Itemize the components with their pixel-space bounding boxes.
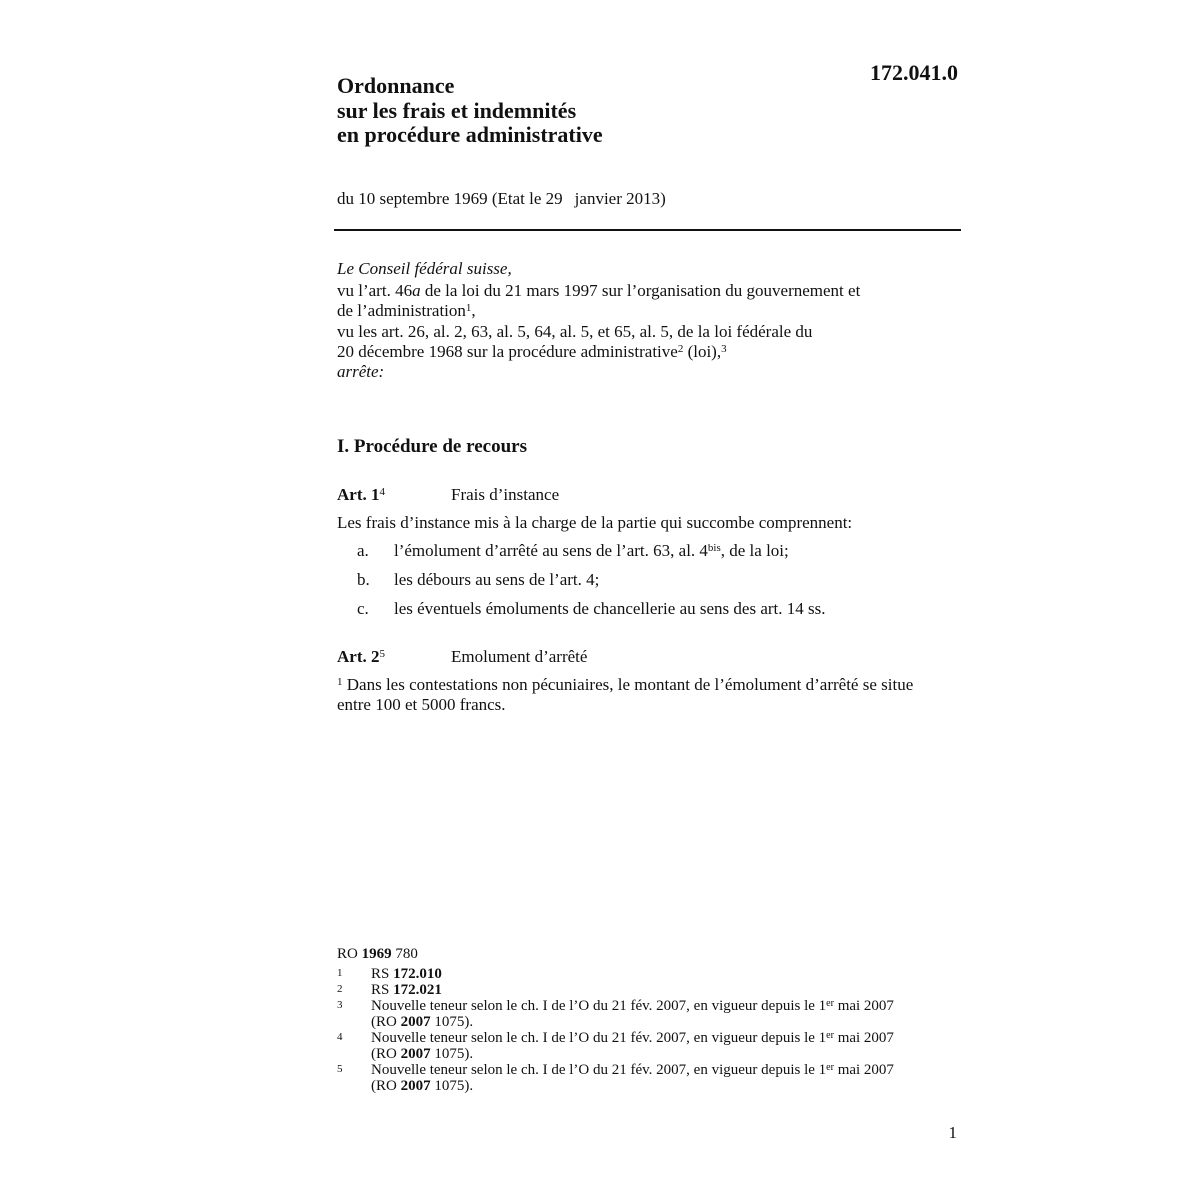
text: (loi), xyxy=(683,341,722,361)
title-line: sur les frais et indemnités xyxy=(337,97,577,123)
document-title xyxy=(337,74,603,148)
preamble-line xyxy=(337,281,959,301)
article-number xyxy=(337,646,451,668)
section-heading: I. Procédure de recours xyxy=(337,436,527,457)
footnote-line xyxy=(371,998,961,1014)
text: Dans les contestations non pécuniaires, le montant de l’émolument d’arrêté se situe xyxy=(342,675,914,694)
text: l’émolument d’arrêté au sens de l’art. 63, al. 4 xyxy=(394,541,708,560)
article-2-paragraph-1 xyxy=(337,675,961,715)
footnote-text xyxy=(371,966,961,982)
footnote-1 xyxy=(337,966,961,982)
text: Art. 2 xyxy=(337,647,380,666)
footnote-ref-number: 172.010 xyxy=(393,966,442,982)
footnote-text xyxy=(371,982,961,998)
footnote-text xyxy=(371,1062,961,1094)
footnote-4 xyxy=(337,1030,961,1062)
article-title: Emolument d’arrêté xyxy=(451,647,588,666)
text: 1075). xyxy=(430,1014,474,1030)
text: Nouvelle teneur selon le ch. I de l’O du 21 fév. 2007, en vigueur depuis le 1 xyxy=(371,998,827,1014)
footnote-ref[interactable]: 2 xyxy=(677,342,684,355)
text: RS xyxy=(371,982,394,998)
ro-reference xyxy=(337,944,961,966)
ro-year: 2007 xyxy=(400,1014,431,1030)
preamble-line xyxy=(337,342,959,362)
footnote-mark: 1 xyxy=(337,967,343,979)
page-number: 1 xyxy=(948,1123,957,1142)
footnote-line xyxy=(371,1046,961,1062)
preamble-line: vu les art. 26, al. 2, 63, al. 5, 64, al. 5, et 65, al. 5, de la loi fédérale du xyxy=(337,321,813,341)
text: 20 décembre 1968 sur la procédure administrative xyxy=(337,341,678,361)
footnote-line xyxy=(371,1062,961,1078)
footnote-ref[interactable]: 4 xyxy=(379,486,385,498)
date-part: janvier 2013) xyxy=(574,189,666,208)
list-text xyxy=(394,540,789,569)
ro-year: 2007 xyxy=(400,1046,431,1062)
text: (RO xyxy=(371,1046,401,1062)
footnote-ref[interactable]: 5 xyxy=(379,648,385,660)
ro-year: 2007 xyxy=(400,1078,431,1094)
footnote-2 xyxy=(337,982,961,998)
text: , de la loi; xyxy=(720,541,789,560)
title-line: en procédure administrative xyxy=(337,122,603,147)
sr-number: 172.041.0 xyxy=(870,60,958,85)
footnote-text xyxy=(371,1030,961,1062)
article-1-heading xyxy=(337,484,559,506)
text: mai 2007 xyxy=(833,998,894,1014)
preamble xyxy=(337,259,959,382)
text: RS xyxy=(371,966,394,982)
text: , xyxy=(471,301,476,321)
text: a xyxy=(412,281,421,301)
footnotes xyxy=(337,944,961,1094)
footnote-ref-number: 172.021 xyxy=(393,982,442,998)
article-1-list xyxy=(337,540,961,627)
text: 1075). xyxy=(430,1078,474,1094)
list-item xyxy=(337,569,961,598)
footnote-text xyxy=(371,998,961,1030)
list-item xyxy=(337,598,961,627)
preamble-decree: arrête: xyxy=(337,362,385,382)
superscript: bis xyxy=(707,542,721,554)
paragraph-line xyxy=(337,675,961,695)
article-title: Frais d’instance xyxy=(451,485,560,504)
footnote-ref[interactable]: 1 xyxy=(465,302,472,315)
list-letter: c. xyxy=(357,599,369,618)
article-1-intro: Les frais d’instance mis à la charge de la partie qui succombe comprennent: xyxy=(337,513,853,532)
list-text: les éventuels émoluments de chancellerie au sens des art. 14 ss. xyxy=(394,599,826,618)
superscript: er xyxy=(826,998,834,1009)
paragraph-number: 1 xyxy=(337,676,343,688)
list-text: les débours au sens de l’art. 4; xyxy=(394,570,600,589)
footnote-mark: 2 xyxy=(337,983,343,995)
text: RO xyxy=(337,946,362,962)
header-divider xyxy=(334,229,961,231)
footnote-5 xyxy=(337,1062,961,1094)
article-2-heading xyxy=(337,646,587,668)
footnote-line xyxy=(371,1014,961,1030)
ro-year: 1969 xyxy=(361,946,392,962)
document-date xyxy=(337,188,666,210)
text: mai 2007 xyxy=(833,1030,894,1046)
text: de l’administration xyxy=(337,301,466,321)
footnote-mark: 4 xyxy=(337,1031,343,1043)
text: (RO xyxy=(371,1078,401,1094)
paragraph-line: entre 100 et 5000 francs. xyxy=(337,695,506,715)
text: de la loi du 21 mars 1997 sur l’organisation du gouvernement et xyxy=(420,281,861,301)
text: Nouvelle teneur selon le ch. I de l’O du 21 fév. 2007, en vigueur depuis le 1 xyxy=(371,1062,827,1078)
footnote-ref[interactable]: 3 xyxy=(721,342,727,355)
footnote-mark: 5 xyxy=(337,1063,343,1075)
footnote-line xyxy=(371,1030,961,1046)
preamble-authority: Le Conseil fédéral suisse, xyxy=(337,259,512,278)
list-letter: a. xyxy=(357,541,369,560)
list-letter: b. xyxy=(357,570,370,589)
footnote-3 xyxy=(337,998,961,1030)
preamble-line xyxy=(337,301,959,321)
footnote-line xyxy=(371,1078,961,1094)
text: mai 2007 xyxy=(833,1062,894,1078)
title-line: Ordonnance xyxy=(337,73,455,98)
footnote-mark: 3 xyxy=(337,999,343,1011)
text: Art. 1 xyxy=(337,485,380,504)
article-number xyxy=(337,484,451,506)
superscript: er xyxy=(826,1062,834,1073)
list-item xyxy=(337,540,961,569)
text: Nouvelle teneur selon le ch. I de l’O du 21 fév. 2007, en vigueur depuis le 1 xyxy=(371,1030,827,1046)
text: 780 xyxy=(391,946,418,962)
superscript: er xyxy=(826,1030,834,1041)
text: (RO xyxy=(371,1014,401,1030)
text: vu l’art. 46 xyxy=(337,281,413,301)
text: 1075). xyxy=(430,1046,474,1062)
date-part: du 10 septembre 1969 (Etat le 29 xyxy=(337,189,563,208)
